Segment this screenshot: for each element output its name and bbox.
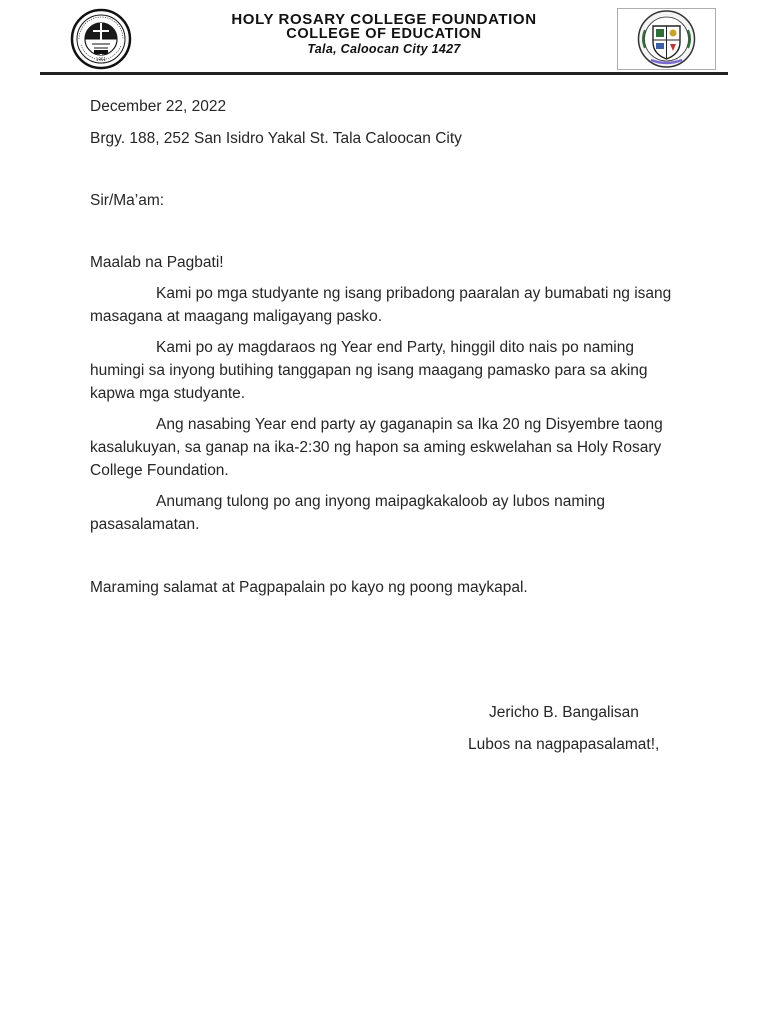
- svg-text:1951: 1951: [95, 57, 107, 62]
- body-paragraph-3: Ang nasabing Year end party ay gaganapin sa Ika 20 ng Disyembre taong kasalukuyan, sa ganap na ika-2:30 ng hapon sa aming eskwelahan sa Holy Rosary College Foundation.: [90, 416, 663, 479]
- letterhead-text: [160, 12, 608, 57]
- greeting: Maalab na Pagbati!: [90, 254, 224, 271]
- salutation: Sir/Ma’am:: [90, 192, 165, 209]
- signatory-name: Jericho B. Bangalisan: [489, 704, 639, 721]
- body-paragraph-4: Anumang tulong po ang inyong maipagkakaloob ay lubos naming pasasalamatan.: [90, 493, 605, 533]
- college-seal-logo-left: [52, 8, 150, 70]
- department-seal-logo-right: [617, 8, 716, 70]
- institution-address: Tala, Caloocan City 1427: [307, 42, 461, 56]
- recipient-address: Brgy. 188, 252 San Isidro Yakal St. Tala Caloocan City: [90, 130, 462, 147]
- body-paragraph-2: Kami po ay magdaraos ng Year end Party, hinggil dito nais po naming humingi sa inyong butihing tanggapan ng isang maagang pamasko para sa aking kapwa mga studyante.: [90, 339, 648, 402]
- college-name: COLLEGE OF EDUCATION: [286, 26, 482, 42]
- institution-name: HOLY ROSARY COLLEGE FOUNDATION: [231, 11, 537, 28]
- body-paragraph-1: Kami po mga studyante ng isang pribadong paaralan ay bumabati ng isang masagana at maagang maligayang pasko.: [90, 285, 672, 325]
- letter-date: December 22, 2022: [90, 98, 227, 115]
- complimentary-close: Lubos na nagpapasalamat!,: [468, 736, 660, 753]
- closing-line: Maraming salamat at Pagpapalain po kayo ng poong maykapal.: [90, 579, 528, 596]
- letterhead: [0, 0, 768, 76]
- letterhead-divider: [40, 72, 728, 75]
